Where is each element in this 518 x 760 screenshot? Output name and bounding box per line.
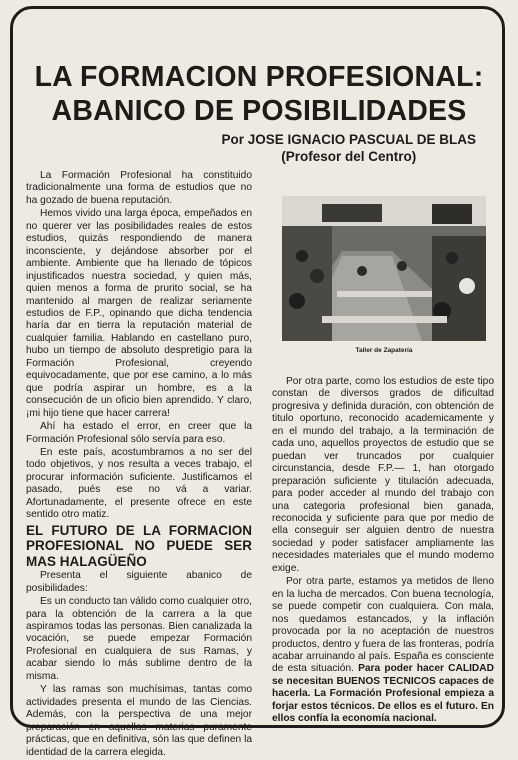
workshop-photo-image bbox=[282, 196, 486, 341]
paragraph: En este país, acostumbramos a no ser del todo objetivos, y nos resulta a veces trabajo, el procurar información suficiente. Justificamos el pasado, pués ese no vá a variar. Afortunadamente, el presente ofrece en este sentido otro matiz. bbox=[26, 446, 252, 521]
paragraph: La Formación Profesional ha constituido tradicionalmente una forma de estudios que no ha gozado de buena reputación. bbox=[26, 170, 252, 206]
workshop-photo bbox=[282, 196, 486, 341]
byline bbox=[221, 131, 476, 165]
right-column bbox=[272, 376, 494, 727]
paragraph: Presenta el siguiente abanico de posibilidades: bbox=[26, 570, 252, 594]
paragraph: Y las ramas son muchísimas, tantas como actividades presenta el mundo de las Ciencias. Además, con la perspectiva de una mejor preparación en aquellas materias puramente prácticas, que en definitiva, són las que definen la identidad de la carrera elegida. bbox=[26, 684, 252, 758]
left-column bbox=[26, 170, 252, 760]
section-heading: EL FUTURO DE LA FORMACION PROFESIONAL NO PUEDE SER MAS HALAGÜEÑO bbox=[26, 522, 252, 569]
paragraph-text: Por otra parte, estamos ya metidos de lleno en la lucha de mercados. Con buena tecnología, se puede competir con cualquiera. Con mala, nos quedamos estancados, y la inflación provocada por la no aceptación de nuestros productos, dentro y fuera de las fronteras, podría acabar arruinando al país. España es consciente de esta situación. bbox=[272, 576, 494, 675]
article-title-line-1: LA FORMACION PROFESIONAL: bbox=[34, 61, 484, 93]
emphasis-text: Para poder hacer CALIDAD se necesitan BUENOS TECNICOS capaces de hacerla. La Formación Profesional empieza a forjar estos técnicos. De ellos es el futuro. En ellos confía la economía nacional. bbox=[272, 663, 494, 725]
paragraph: Es un conducto tan válido como cualquier otro, para la obtención de la carrera a la que aspiramos todas las personas. Bien canalizada la vocación, se puede empezar Formación Profesional en cualquiera de sus Ramas, y acabar siendo lo más sublime dentro de la misma. bbox=[26, 596, 252, 682]
paragraph: Por otra parte, como los estudios de este tipo constan de diversos grados de dificultad progresiva y definida duración, con obtención de titulo oportuno, reconocido academicamente y en el mundo del trabajo, a la terminación de cada uno, aquellos proyectos de estudio que se puedan ver truncados por cualquier circunstancia, desde F.P.— 1, han otorgado preparación suficiente y titulación adecuada, para poder acceder al mundo del trabajo con una categoria profesional bien ganada, reconocida y suficiente para que por medio de ella conseguir ser alguien dentro de nuestra sociedad y poder satisfacer ampliamente las necesidades materiales que el mundo moderno exige. bbox=[272, 376, 494, 574]
photo-caption: Taller de Zapatería bbox=[355, 347, 413, 354]
author-name: Por JOSE IGNACIO PASCUAL DE BLAS bbox=[221, 132, 476, 147]
article-title-line-2: ABANICO DE POSIBILIDADES bbox=[51, 95, 467, 127]
paragraph bbox=[272, 576, 494, 725]
paragraph: Hemos vivido una larga época, empeñados en no querer ver las posibilidades reales de estos estudios, quizás respondiendo de manera inconsciente, y dejándose absorber por el ambiente. Ambiente que ha llenado de tópicos injustificados nuestra sociedad, y quien más, quien menos a forma de prurito social, se ha mantenido al margen de realizar seriamente estudios de F.P., opinando que dicha tendencia haría dar en tierra la reputación material de cualquier familia. Hablando en castellano puro, hubo un tiempo de absoluto despretigio para la Formación Profesional, creyendo equivocadamente, que por ese camino, a lo más que podría aspirar un hombre, es a la consecución de un oficio bien aprendido. Y claro, ¡mi hijo tiene que hacer carrera! bbox=[26, 208, 252, 419]
paragraph: Ahí ha estado el error, en creer que la Formación Profesional sólo servía para eso. bbox=[26, 421, 252, 445]
author-role: (Profesor del Centro) bbox=[281, 149, 417, 164]
